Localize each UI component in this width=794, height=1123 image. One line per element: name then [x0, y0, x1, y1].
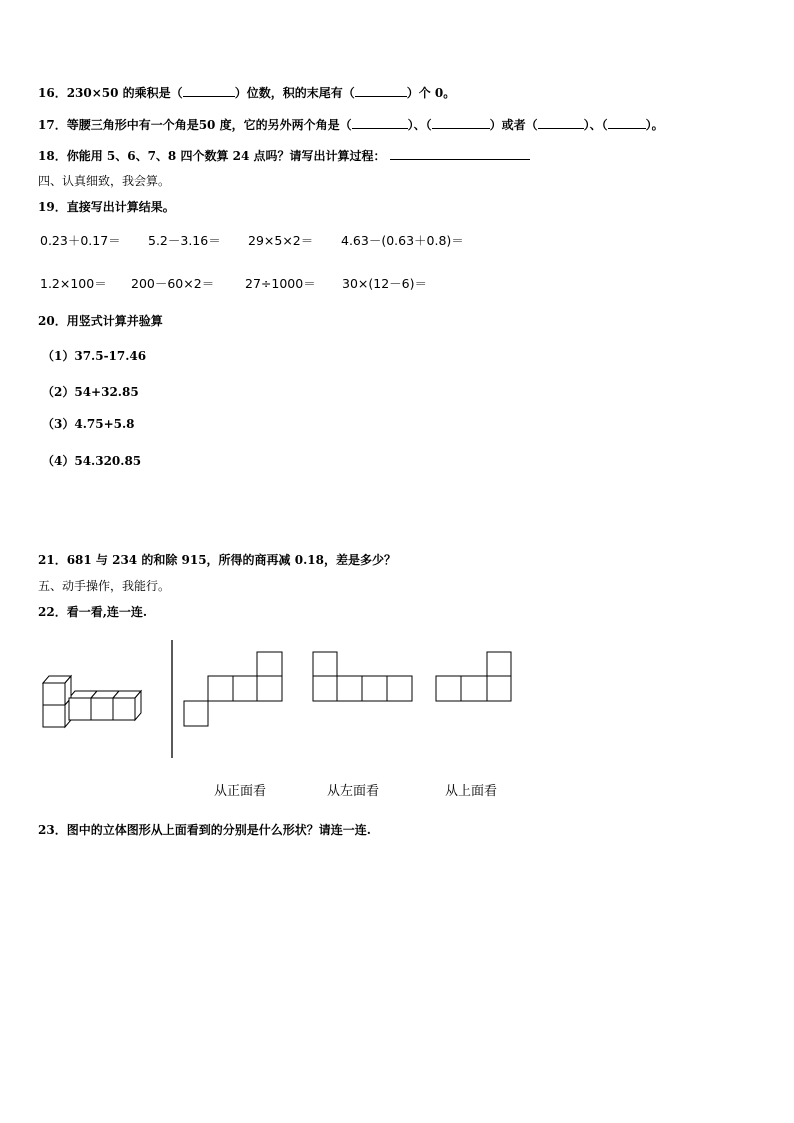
question-text: 图中的立体图形从上面看到的分别是什么形状？请连一连.: [66, 823, 371, 837]
question-number: 16．: [38, 86, 67, 100]
equation: 5.2－3.16＝: [148, 233, 221, 248]
question-text: 你能用 5、6、7、8 四个数算 24 点吗？请写出计算过程：: [66, 149, 386, 163]
question-text: 等腰三角形中有一个角是50 度，它的另外两个角是（: [66, 118, 352, 132]
sub-question: （2）54+32.85: [42, 385, 139, 399]
section-heading: 五、动手操作，我能行。: [38, 579, 171, 593]
equation: 0.23＋0.17＝: [40, 233, 121, 248]
sub-question: （4）54.320.85: [42, 454, 142, 468]
answer-blank[interactable]: [608, 116, 646, 129]
equation: 1.2×100＝: [40, 276, 107, 291]
question-text: ）个 0。: [406, 86, 456, 100]
question-text: 用竖式计算并验算: [66, 314, 163, 328]
question-number: 21．: [38, 553, 67, 567]
sub-question: （1）37.5-17.46: [42, 349, 147, 363]
equation: 200－60×2＝: [131, 276, 215, 291]
answer-blank[interactable]: [538, 116, 584, 129]
question-text: ）、（: [583, 118, 608, 132]
sub-question: （3）4.75+5.8: [42, 417, 135, 431]
question-16: [38, 84, 455, 101]
answer-blank[interactable]: [355, 84, 407, 97]
question-20: [38, 313, 163, 329]
answer-blank[interactable]: [432, 116, 490, 129]
question-text: ）或者（: [489, 118, 538, 132]
equation: 29×5×2＝: [248, 233, 314, 248]
view-option-3[interactable]: [436, 652, 511, 701]
section-heading: 四、认真细致，我会算。: [38, 174, 171, 188]
question-text: ）、（: [407, 118, 432, 132]
question-text: 681 与 234 的和除 915，所得的商再减 0.18，差是多少？: [66, 553, 396, 567]
question-18: [38, 147, 530, 164]
question-text: ）位数，积的末尾有（: [234, 86, 355, 100]
cube-views-figure: [0, 630, 560, 765]
question-number: 22．: [38, 605, 67, 619]
question-number: 23．: [38, 823, 67, 837]
answer-blank[interactable]: [352, 116, 408, 129]
question-17: [38, 116, 664, 133]
view-label: 从上面看: [445, 784, 498, 799]
question-text: 230×50 的乘积是（: [66, 86, 183, 100]
question-text: 直接写出计算结果。: [66, 200, 175, 214]
question-number: 18．: [38, 149, 67, 163]
question-23: [38, 822, 371, 838]
question-text: ）。: [645, 118, 664, 132]
equation: 4.63－(0.63＋0.8)＝: [341, 233, 464, 248]
answer-blank[interactable]: [390, 147, 530, 160]
view-option-1[interactable]: [184, 652, 282, 726]
question-text: 看一看,连一连.: [66, 605, 148, 619]
solid-figure: [43, 676, 141, 727]
question-number: 19．: [38, 200, 67, 214]
question-19: [38, 199, 175, 215]
question-21: [38, 552, 396, 568]
view-label: 从左面看: [327, 784, 380, 799]
view-label: 从正面看: [214, 784, 267, 799]
answer-blank[interactable]: [183, 84, 235, 97]
equation: 27÷1000＝: [245, 276, 316, 291]
question-number: 20．: [38, 314, 67, 328]
question-22: [38, 604, 147, 620]
view-option-2[interactable]: [313, 652, 412, 701]
question-number: 17．: [38, 118, 67, 132]
equation: 30×(12－6)＝: [342, 276, 427, 291]
